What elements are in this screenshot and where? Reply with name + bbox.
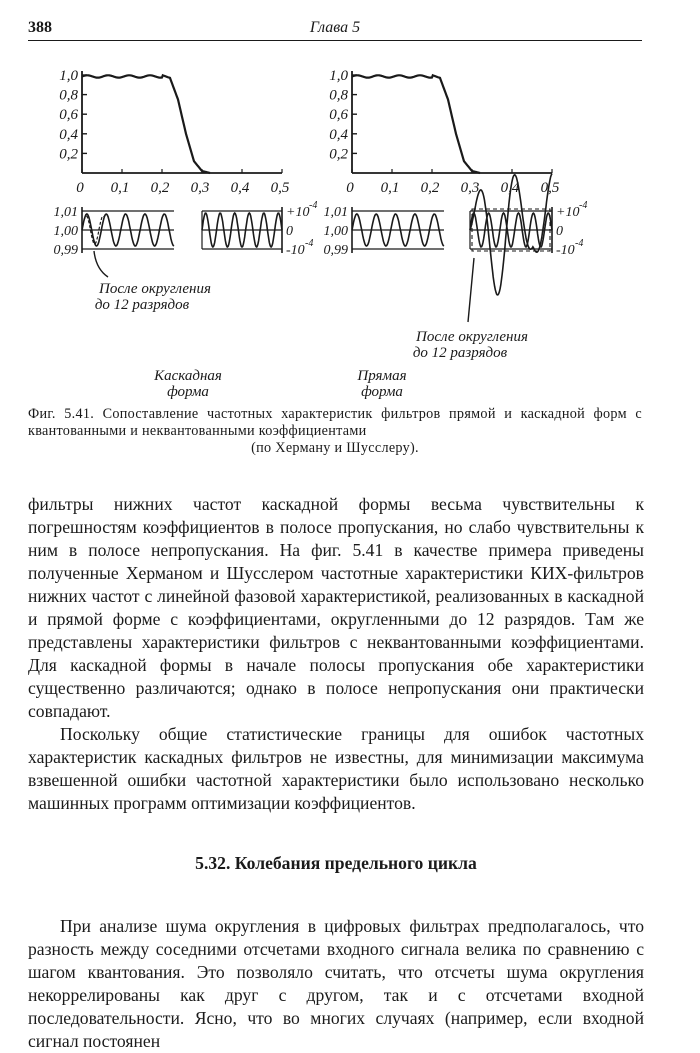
passband-tick-label: 1,01 [323,205,348,220]
response-curve [82,75,210,173]
x-tick-label: 0,2 [150,180,170,196]
annotation-leader [468,258,474,322]
x-tick-label: 0,4 [230,180,250,196]
stopband-tick-label: +10 [286,205,310,220]
chapter-title: Глава 5 [309,19,361,36]
x-tick-label: 0,3 [460,180,480,196]
figure-5-41 [0,40,700,400]
y-tick-label: 0,6 [59,107,78,124]
x-tick-label: 0,5 [270,180,290,196]
panel-cascade [54,68,318,400]
page-header [28,16,642,41]
annotation-line-1: После округления [416,329,528,345]
stopband-tick-exponent: -4 [305,238,314,249]
figure-caption [28,406,642,457]
response-curve [352,75,480,173]
y-tick-label: 0,4 [329,126,348,143]
stopband-tick-exponent: -4 [579,200,588,211]
y-tick-label: 1,0 [59,68,78,84]
y-tick-label: 0,8 [329,87,348,104]
x-tick-label: 0,1 [380,180,400,196]
stopband-tick-label: 0 [286,224,293,239]
x-tick-label: 0,5 [540,180,560,196]
passband-tick-label: 1,00 [53,224,78,239]
form-label-1: Прямая [357,368,407,384]
panel-direct [324,68,588,400]
paragraph-2: Поскольку общие статистические границы для ошибок частотных характеристик каскадных фильтров не известны, для минимизации максимума взвешенной ошибки частотной характеристики было использовано несколько машинных программ оптимизации коэффициентов. [28,724,644,813]
stopband-tick-label: +10 [556,205,580,220]
section-heading: 5.32. Колебания предельного цикла [195,853,477,873]
y-tick-label: 1,0 [329,68,348,84]
annotation-leader [94,251,108,277]
caption-main: Фиг. 5.41. Сопоставление частотных характеристик фильтров прямой и каскадной форм с квантованными и неквантованными коэффициентами [28,406,642,439]
y-tick-label: 0,8 [59,87,78,104]
paragraph-1: фильтры нижних частот каскадной формы весьма чувствительны к погрешностям коэффициентов в полосе пропускания, но слабо чувствительны к ним в полосе непропускания. На фиг. 5.41 в качестве примера приведены полученные Херманом и Шусслером частотные характеристики КИХ-фильтров нижних частот с линейной фазовой характеристикой, реализованных в каскадной и прямой форме с коэффициентами, округленными до 12 разрядов. Там же представлены характеристики фильтров с неквантованными коэффициентами. Для каскадной формы в начале полосы пропускания обе характеристики существенно различаются; однако в полосе непропускания они практически совпадают. [28,494,644,721]
y-tick-label: 0,6 [329,107,348,124]
annotation-line-2: до 12 разрядов [412,345,508,361]
y-tick-label: 0,4 [59,126,78,143]
y-tick-label: 0,2 [59,146,78,163]
x-tick-label: 0,2 [420,180,440,196]
passband-tick-label: 0,99 [323,243,348,258]
stopband-tick-label: -10 [286,243,305,258]
caption-last-line: (по Херману и Шусслеру). [251,440,419,456]
stopband-tick-exponent: -4 [309,200,318,211]
x-tick-label: 0,4 [500,180,520,196]
page-number: 388 [28,19,52,36]
stopband-tick-exponent: -4 [575,238,584,249]
x-tick-label: 0,1 [110,180,130,196]
y-tick-label: 0,2 [329,146,348,163]
x-tick-label: 0 [346,180,354,196]
annotation-line-2: до 12 разрядов [94,297,190,313]
x-tick-label: 0,3 [190,180,210,196]
form-label-1: Каскадная [154,368,222,384]
passband-tick-label: 1,01 [53,205,78,220]
stopband-tick-label: -10 [556,243,575,258]
paragraph-3: При анализе шума округления в цифровых фильтрах предполагалось, что разность между соседними отсчетами входного сигнала велика по сравнению с шагом квантования. Это позволяло считать, что отсчеты шума округления некоррелированы как друг с другом, так и с отсчетами входной последовательности. Ясно, что во многих случаях (например, если входной сигнал постоянен [28,916,644,1051]
form-label-2: форма [167,384,209,400]
x-tick-label: 0 [76,180,84,196]
passband-tick-label: 0,99 [53,243,78,258]
stopband-tick-label: 0 [556,224,563,239]
passband-tick-label: 1,00 [323,224,348,239]
form-label-2: форма [361,384,403,400]
annotation-line-1: После округления [99,281,211,297]
